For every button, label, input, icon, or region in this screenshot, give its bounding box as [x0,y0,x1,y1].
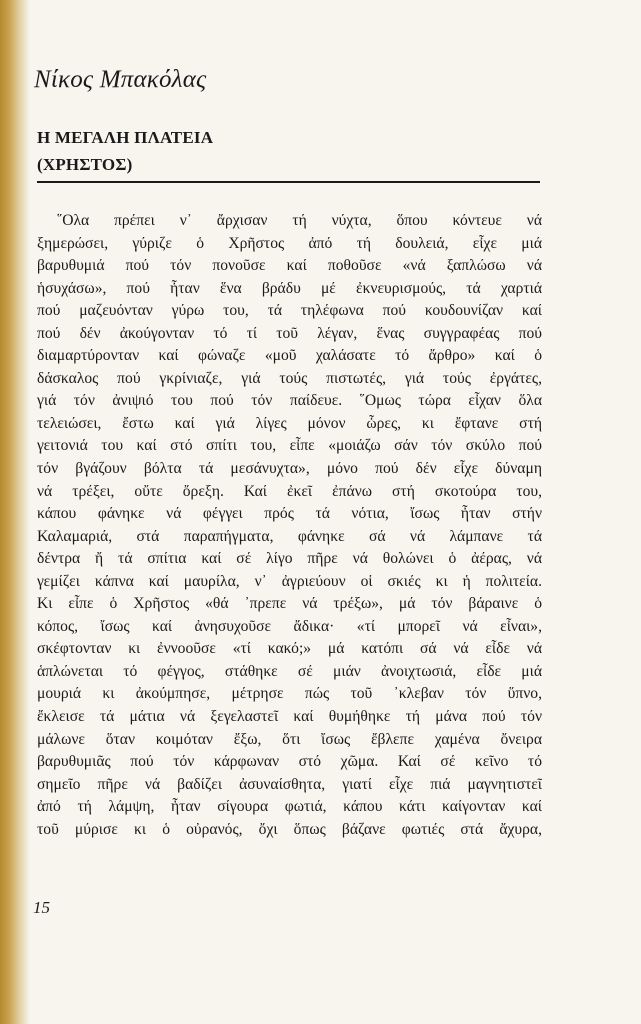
author-name: Νίκος Μπακόλας [34,66,207,93]
text-line: βαρυθυμιά πού τόν πονοῦσε καί ποθοῦσε «νά ξαπλώσω νά [37,257,542,275]
text-line: μουριά κι ἀκούμπησε, μέτρησε πώς τοῦ ᾿κλεβαν τόν ὕπνο, [37,685,542,703]
page-spine-shadow [0,0,30,1024]
text-line: μάλωνε ὅταν κοιμόταν ἔξω, ὅτι ἴσως ἔβλεπε χαμένα ὄνειρα [37,730,542,748]
text-line: νά τρέξει, οὔτε ὄρεξη. Καί ἐκεῖ ἐπάνω στή σκοτούρα του, [37,482,542,500]
text-line: ἁπλώνεται τό φέγγος, στάθηκε σέ μιάν ἀνοιχτωσιά, εἶδε μιά [37,662,542,680]
text-line: γειτονιά του καί στό σπίτι του, εἶπε «μοιάζω σάν τόν σκύλο πού [37,437,542,455]
chapter-title [37,124,213,178]
chapter-subtitle-line: (ΧΡΗΣΤΟΣ) [37,155,133,174]
text-line: τοῦ μύρισε κι ὁ οὐρανός, ὄχι ὅπως βάζανε φωτιές στά ἄχυρα, [37,820,542,838]
text-line: σκέφτονταν κι ἐννοοῦσε «τί κακό;» μά κατόπι σά νά εἶδε νά [37,640,542,658]
text-line: Κι εἶπε ὁ Χρῆστος «θά ᾿πρεπε νά τρέξω», μά τόν βάραινε ὁ [37,595,542,613]
text-line: δέντρα ἤ τά σπίτια καί σέ λίγο πῆρε νά θολώνει ὁ ἀέρας, νά [37,550,542,568]
text-line: διαμαρτύρονταν καί φώναζε «μοῦ χαλάσατε τό ἄρθρο» καί ὁ [37,347,542,365]
title-divider-rule [37,181,540,183]
text-line: ἀπό τή λάμψη, ἦταν σίγουρα φωτιά, κάπου κάτι καίγονταν καί [37,798,542,816]
chapter-title-line: Η ΜΕΓΑΛΗ ΠΛΑΤΕΙΑ [37,128,214,147]
body-text [37,210,542,841]
text-line: ῞Ολα πρέπει ν᾿ ἄρχισαν τή νύχτα, ὅπου κόντευε νά [57,212,542,229]
text-line: ἡσυχάσω», πού ἦταν ἕνα βράδυ μέ ἐκνευρισμούς, τά χαρτιά [37,279,542,297]
text-line: βαρυθυμιᾶς πού τόν κάρφωναν στό χῶμα. Καί σέ κεῖνο τό [37,753,542,771]
text-line: κάπου φάνηκε νά φέγγει πρός τά νότια, ἴσως ἦταν στήν [37,505,542,523]
text-line: Καλαμαριά, στά παραπήγματα, φάνηκε σά νά λάμπανε τά [37,527,542,545]
text-line: ξημερώσει, γύριζε ὁ Χρῆστος ἀπό τή δουλειά, εἶχε μιά [37,234,542,252]
text-line: τόν βγάζουν βόλτα τά μεσάνυχτα», μόνο πού δέν εἶχε δύναμη [37,460,542,478]
text-line: πού δέν ἀκούγονταν τό τί τοῦ λέγαν, ἕνας συγγραφέας πού [37,324,542,342]
text-line: κόπος, ἴσως καί ἀνησυχοῦσε ἄδικα· «τί μπορεῖ νά εἶναι», [37,617,542,635]
page-number: 15 [33,898,50,917]
text-line: ἔκλεισε τά μάτια νά ξεγελαστεῖ καί θυμήθηκε τή μάνα πού τόν [37,708,542,726]
text-line: πού μαζευόνταν γύρω του, τά τηλέφωνα πού κουδουνίζαν καί [37,302,542,320]
text-line: γεμίζει κάπνα καί μαυρίλα, ν᾿ ἀγριεύουν οἱ σκιές κι ἡ πολιτεία. [37,572,542,590]
text-line: δάσκαλος πού γκρίνιαζε, γιά τούς πιστωτές, γιά τούς ἐργάτες, [37,369,542,387]
text-line: γιά τόν ἀνιψιό του πού τόν παίδευε. ῞Ομως τώρα εἶχαν ὅλα [37,392,542,410]
text-line: σημεῖο πῆρε νά βαδίζει ἀσυναίσθητα, γιατί εἶχε πιά μαγνητιστεῖ [37,775,542,793]
text-line: τελειώσει, ἔστω καί γιά λίγες μόνον ὧρες, κι ἔφτανε στή [37,414,542,432]
